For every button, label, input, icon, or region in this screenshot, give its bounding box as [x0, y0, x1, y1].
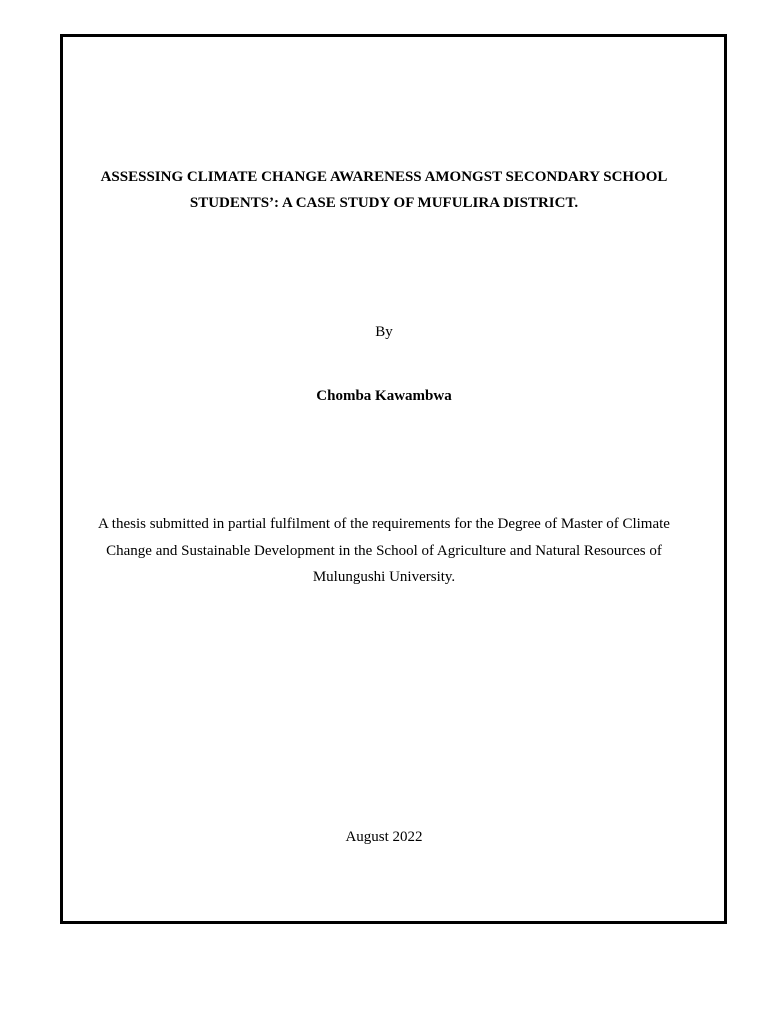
thesis-title-line-1: ASSESSING CLIMATE CHANGE AWARENESS AMONGST SECONDARY SCHOOL: [100, 169, 668, 185]
thesis-description-line-1: A thesis submitted in partial fulfilment of the requirements for the Degree of Master of Climate: [98, 516, 670, 532]
thesis-title-line-2: STUDENTS’: A CASE STUDY OF MUFULIRA DISTRICT.: [189, 195, 579, 211]
author-name: Chomba Kawambwa: [316, 388, 452, 404]
by-label: By: [375, 324, 393, 340]
submission-date: August 2022: [345, 829, 423, 845]
thesis-description-line-2: Change and Sustainable Development in the School of Agriculture and Natural Resources of: [106, 543, 662, 559]
thesis-description-line-3: Mulungushi University.: [312, 569, 456, 585]
